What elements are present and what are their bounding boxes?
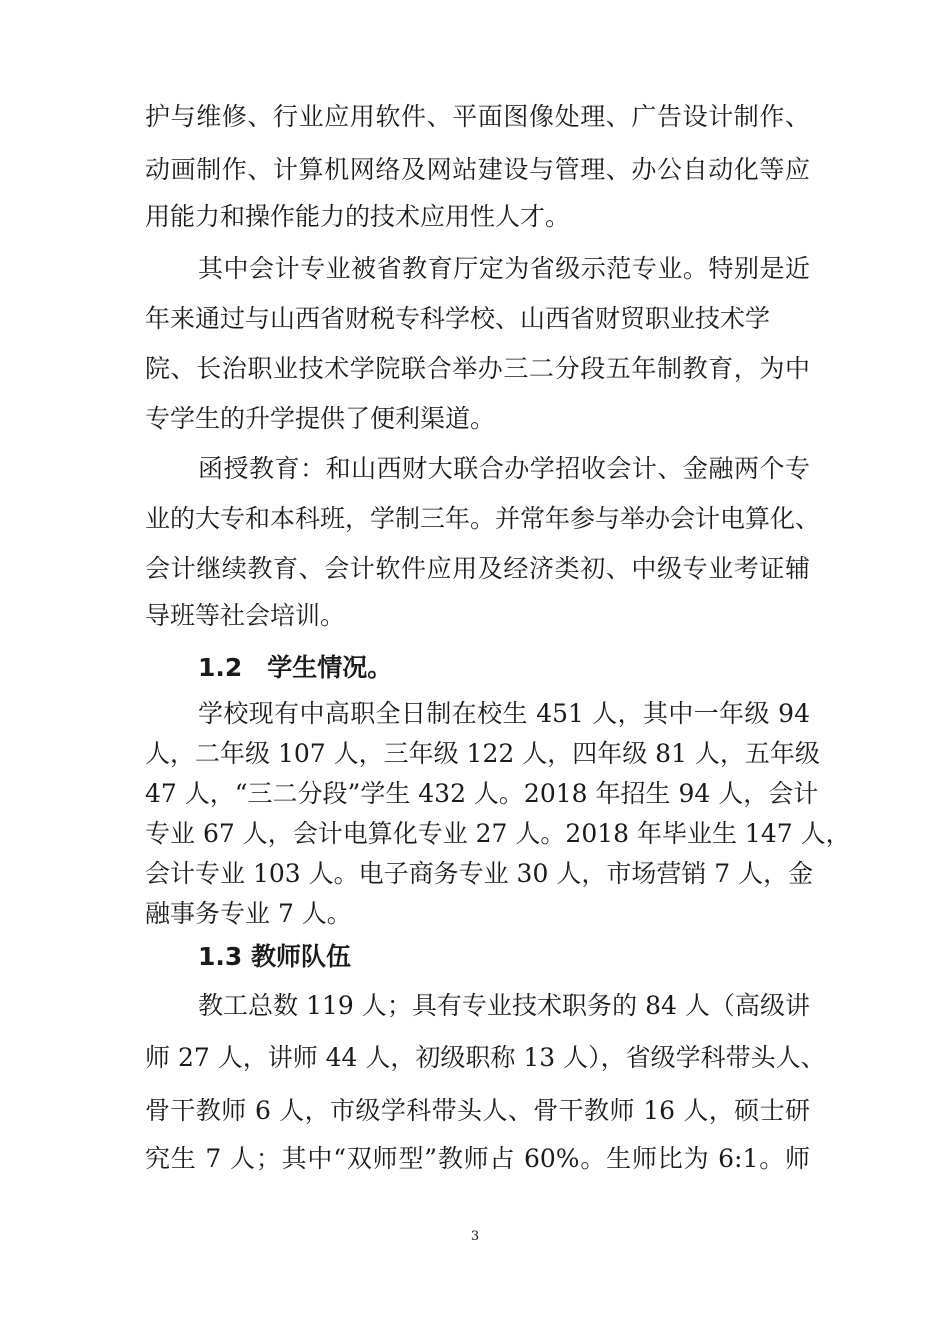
body-text-line: 教工总数 119 人；具有专业技术职务的 84 人（高级讲	[198, 991, 810, 1020]
body-text-line: 院、长治职业技术学院联合举办三二分段五年制教育，为中	[145, 354, 810, 383]
body-text-line: 究生 7 人；其中“双师型”教师占 60%。生师比为 6:1。师	[145, 1144, 810, 1173]
body-text-line: 专业 67 人，会计电算化专业 27 人。2018 年毕业生 147 人，	[145, 819, 851, 848]
body-text-line: 其中会计专业被省教育厅定为省级示范专业。特别是近	[198, 254, 810, 283]
body-text-line: 年来通过与山西省财税专科学校、山西省财贸职业技术学	[145, 304, 771, 333]
body-text-line: 会计专业 103 人。电子商务专业 30 人，市场营销 7 人，金	[145, 859, 814, 888]
page-number: 3	[470, 1229, 480, 1244]
body-text-line: 学校现有中高职全日制在校生 451 人，其中一年级 94	[198, 699, 810, 728]
body-text-line: 动画制作、计算机网络及网站建设与管理、办公自动化等应	[145, 155, 810, 184]
body-text-line: 47 人，“三二分段”学生 432 人。2018 年招生 94 人，会计	[145, 779, 819, 808]
body-text-line: 骨干教师 6 人，市级学科带头人、骨干教师 16 人，硕士研	[145, 1096, 810, 1125]
body-text-line: 师 27 人，讲师 44 人，初级职称 13 人），省级学科带头人、	[145, 1043, 826, 1072]
body-text-line: 融事务专业 7 人。	[145, 899, 352, 928]
body-text-line: 护与维修、行业应用软件、平面图像处理、广告设计制作、	[145, 102, 810, 131]
body-text-line: 专学生的升学提供了便利渠道。	[145, 404, 496, 433]
body-text-line: 人，二年级 107 人，三年级 122 人，四年级 81 人，五年级	[145, 739, 820, 768]
section-heading-1-3: 1.3 教师队伍	[198, 942, 351, 971]
body-text-line: 函授教育：和山西财大联合办学招收会计、金融两个专	[198, 454, 810, 483]
body-text-line: 用能力和操作能力的技术应用性人才。	[145, 202, 571, 231]
section-heading-1-2: 1.2 学生情况。	[198, 653, 393, 682]
body-text-line: 业的大专和本科班，学制三年。并常年参与举办会计电算化、	[145, 504, 821, 533]
body-text-line: 会计继续教育、会计软件应用及经济类初、中级专业考证辅	[145, 554, 810, 583]
body-text-line: 导班等社会培训。	[145, 601, 346, 630]
